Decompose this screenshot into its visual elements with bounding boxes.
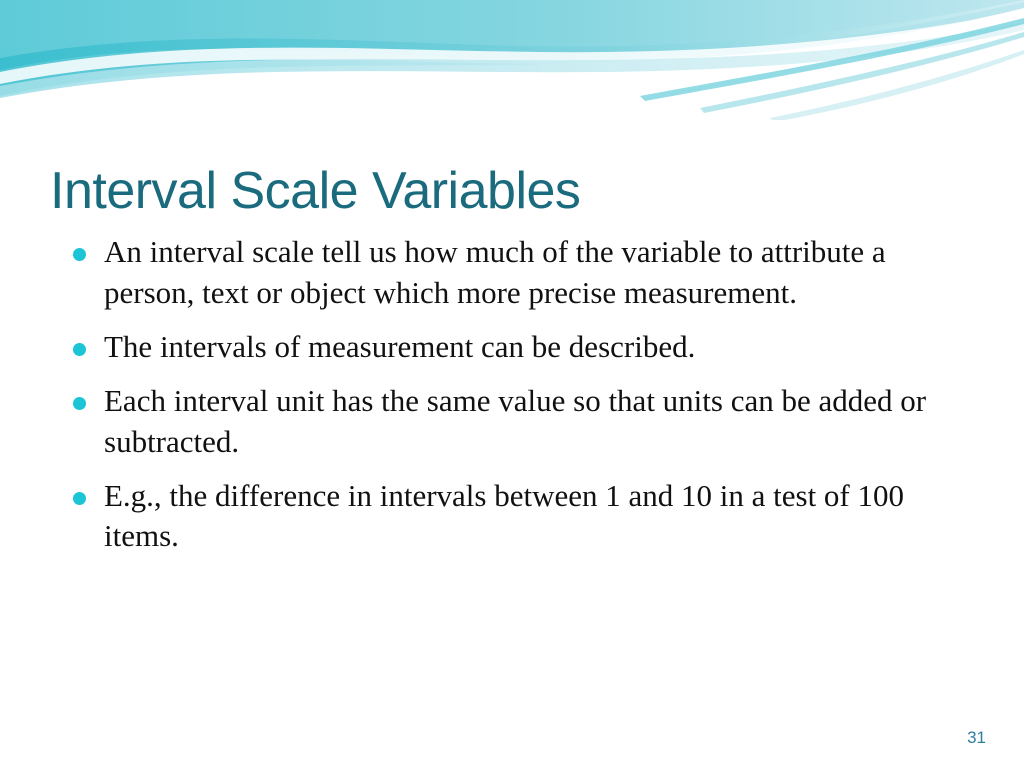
list-item: Each interval unit has the same value so that units can be added or subtracted. bbox=[62, 381, 982, 463]
list-item: E.g., the difference in intervals between 1 and 10 in a test of 100 items. bbox=[62, 476, 982, 558]
decorative-wave-banner bbox=[0, 0, 1024, 120]
list-item: The intervals of measurement can be described. bbox=[62, 327, 982, 368]
page-title: Interval Scale Variables bbox=[50, 161, 581, 220]
page-number: 31 bbox=[967, 728, 986, 747]
bullet-list bbox=[62, 232, 982, 570]
list-item: An interval scale tell us how much of the variable to attribute a person, text or object which more precise measurement. bbox=[62, 232, 982, 314]
